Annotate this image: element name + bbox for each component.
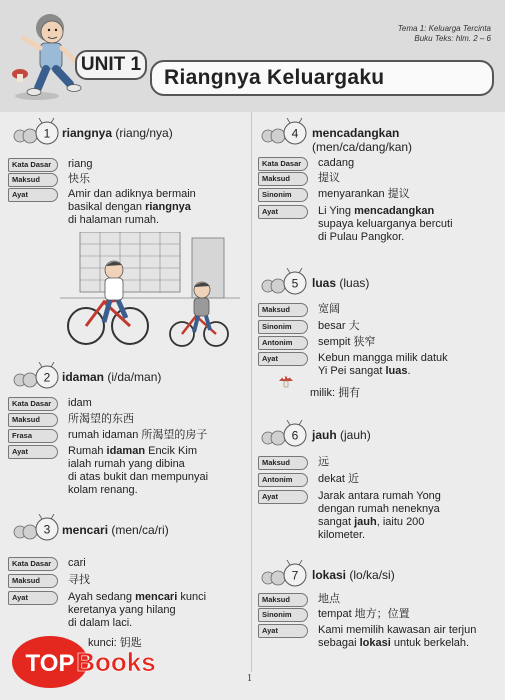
example-sentence [318, 352, 448, 378]
theme-line: Tema 1: Keluarga Tercinta [397, 24, 491, 33]
row-tag: Sinonim [258, 188, 308, 202]
example-sentence [68, 591, 206, 630]
bicycle-scene-illustration [60, 232, 240, 350]
row-tag: Ayat [258, 205, 308, 219]
page-number: 1 [247, 673, 252, 684]
row-value: rumah idaman 所渴望的房子 [68, 429, 208, 441]
column-divider [251, 112, 252, 672]
row-value: cari [68, 557, 86, 569]
word-heading [62, 370, 161, 384]
syllables: (riang/nya) [115, 126, 173, 140]
row-value: 提议 [318, 172, 340, 184]
syllables: (men/ca/dang/kan) [312, 140, 413, 154]
info-row [258, 456, 329, 470]
info-row [258, 157, 354, 171]
row-value: 寻找 [68, 574, 90, 586]
sentence-part: Amir dan adiknya bermain basikal dengan [68, 188, 196, 213]
syllables: (lo/ka/si) [349, 568, 395, 582]
sentence-keyword: riangnya [145, 201, 191, 213]
sentence-part: Ayah sedang [68, 591, 136, 603]
caterpillar-number-icon [260, 420, 308, 450]
row-tag: Kata Dasar [8, 557, 58, 571]
logo-books-text: Books [76, 647, 156, 677]
word: lokasi [312, 568, 347, 582]
info-row [8, 557, 86, 571]
row-tag: Ayat [8, 188, 58, 202]
word-heading [312, 428, 371, 442]
entry-number: 7 [291, 568, 299, 583]
info-row [8, 413, 134, 427]
textbook-page-line: Buku Teks: hlm. 2 – 6 [414, 34, 491, 43]
row-tag: Sinonim [258, 320, 308, 334]
word: mencadangkan [312, 126, 400, 140]
row-value: 宽阔 [318, 303, 340, 315]
row-tag: Ayat [8, 445, 58, 459]
sentence-part: Li Ying [318, 205, 355, 217]
theme-reference [398, 24, 491, 44]
info-row [8, 158, 92, 172]
sentence-keyword: luas [385, 365, 408, 377]
logo-top-text: TOP [25, 650, 75, 677]
info-row [8, 591, 206, 630]
row-value: cadang [318, 157, 355, 169]
sentence-part: supaya keluarganya bercuti di Pulau Pangkor. [318, 218, 453, 243]
word: luas [312, 276, 337, 290]
info-row [258, 320, 360, 334]
info-row [258, 624, 476, 650]
sentence-part: di halaman rumah. [68, 214, 160, 226]
row-tag: Maksud [258, 303, 308, 317]
info-row [8, 188, 196, 227]
row-tag: Antonim [258, 473, 308, 487]
syllables: (men/ca/ri) [111, 523, 169, 537]
syllables: (luas) [339, 276, 370, 290]
row-value: sempit 狭窄 [318, 336, 376, 348]
row-tag: Ayat [258, 490, 308, 504]
sentence-part: Kebun mangga milik datuk Yi Pei sangat [318, 352, 448, 377]
info-row [258, 188, 410, 202]
example-sentence [318, 205, 453, 244]
caterpillar-number-icon [260, 118, 308, 148]
syllables: (jauh) [340, 428, 371, 442]
mushroom-icon [278, 373, 294, 389]
sentence-keyword: idaman [106, 445, 146, 457]
row-value: 所渴望的东西 [68, 413, 134, 425]
row-value: dekat 近 [318, 473, 359, 485]
sentence-keyword: mencari [135, 591, 178, 603]
sentence-part: kunci keretanya yang hilang di dalam laci. [68, 591, 207, 629]
word-heading [62, 126, 173, 140]
row-tag: Maksud [8, 413, 58, 427]
word-heading [312, 276, 369, 290]
row-value: menyarankan 提议 [318, 188, 410, 200]
row-value: riang [68, 158, 93, 170]
sentence-part: Jarak antara rumah Yong dengan rumah neneknya sangat [318, 490, 441, 528]
caterpillar-number-icon [12, 362, 60, 392]
row-tag: Sinonim [258, 608, 308, 622]
row-tag: Maksud [258, 456, 308, 470]
vocabulary-note: kunci: 钥匙 [88, 637, 142, 649]
row-tag: Maksud [258, 593, 308, 607]
word: jauh [312, 428, 337, 442]
row-value: besar 大 [318, 320, 360, 332]
info-row [258, 473, 359, 487]
row-tag: Maksud [8, 173, 58, 187]
topbooks-logo [10, 630, 160, 690]
entry-number: 6 [291, 428, 299, 443]
word: mencari [62, 523, 109, 537]
vocabulary-note: milik: 拥有 [310, 387, 361, 399]
row-value: tempat 地方；位置 [318, 608, 410, 620]
entry-number: 2 [43, 370, 51, 385]
row-value: idam [68, 397, 92, 409]
word-heading [62, 523, 169, 537]
example-sentence [68, 188, 196, 227]
info-row [8, 445, 208, 497]
row-tag: Kata Dasar [8, 397, 58, 411]
word-heading [312, 126, 399, 140]
row-tag: Ayat [8, 591, 58, 605]
info-row [8, 397, 92, 411]
word-heading [312, 568, 395, 582]
info-row [8, 429, 207, 443]
row-tag: Kata Dasar [258, 157, 308, 171]
row-tag: Kata Dasar [8, 158, 58, 172]
row-tag: Frasa [8, 429, 58, 443]
word: idaman [62, 370, 105, 384]
sentence-keyword: lokasi [359, 637, 391, 649]
row-tag: Ayat [258, 624, 308, 638]
info-row [258, 336, 375, 350]
unit-badge: UNIT 1 [75, 50, 147, 80]
entry-number: 4 [291, 126, 299, 141]
info-row [258, 490, 441, 542]
sentence-part: . [407, 365, 411, 377]
example-sentence [318, 624, 476, 650]
info-row [258, 205, 453, 244]
row-tag: Maksud [258, 172, 308, 186]
sentence-part: , iaitu 200 kilometer. [318, 516, 425, 541]
info-row [258, 593, 340, 607]
info-row [258, 172, 340, 186]
unit-title: Riangnya Keluargaku [150, 60, 494, 96]
entry-number: 3 [43, 522, 51, 537]
caterpillar-number-icon [12, 118, 60, 148]
row-value: 快乐 [68, 173, 90, 185]
caterpillar-number-icon [12, 514, 60, 544]
sentence-part: Encik Kim ialah rumah yang dibina di atas bukit dan mempunyai kolam renang. [68, 445, 209, 496]
row-tag: Maksud [8, 574, 58, 588]
sentence-keyword: mencadangkan [354, 205, 435, 217]
row-value: 远 [318, 456, 329, 468]
info-row [8, 574, 90, 588]
sentence-part: Rumah [68, 445, 107, 457]
row-value: 地点 [318, 593, 340, 605]
info-row [258, 303, 340, 317]
example-sentence [318, 490, 441, 542]
caterpillar-number-icon [260, 268, 308, 298]
word: riangnya [62, 126, 113, 140]
sentence-part: Kami memilih kawasan air terjun sebagai [318, 624, 477, 649]
entry-number: 1 [43, 126, 51, 141]
sentence-part: untuk berkelah. [390, 637, 470, 649]
entry-number: 5 [291, 276, 299, 291]
syllables: (i/da/man) [107, 370, 162, 384]
sentence-keyword: jauh [354, 516, 377, 528]
example-sentence [68, 445, 208, 497]
info-row [258, 608, 410, 622]
row-tag: Ayat [258, 352, 308, 366]
info-row [8, 173, 90, 187]
caterpillar-number-icon [260, 560, 308, 590]
row-tag: Antonim [258, 336, 308, 350]
